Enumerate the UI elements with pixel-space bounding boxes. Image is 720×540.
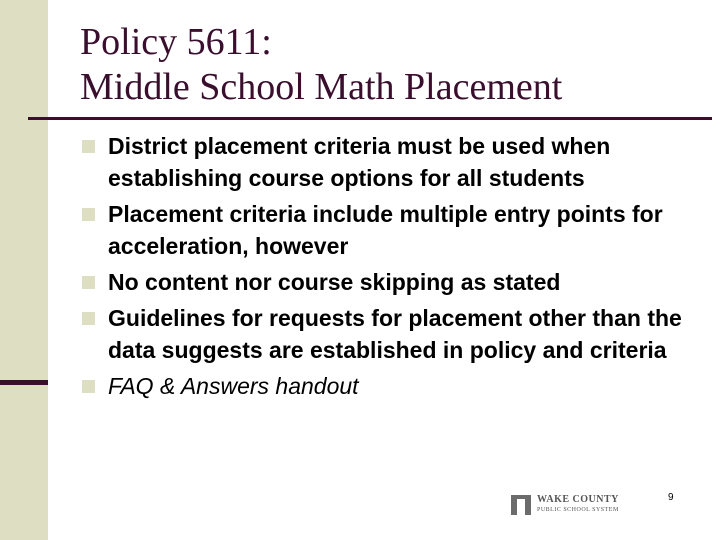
bullet-list xyxy=(82,130,702,406)
bullet-text: FAQ & Answers handout xyxy=(108,373,359,399)
bullet-text: No content nor course skipping as stated xyxy=(108,269,561,295)
logo-text xyxy=(537,494,619,515)
bullet-item xyxy=(82,198,702,262)
bullet-text: Placement criteria include multiple entry points for acceleration, however xyxy=(108,201,663,259)
side-band xyxy=(0,0,48,540)
bullet-text: District placement criteria must be used when establishing course options for all students xyxy=(108,133,611,191)
slide-title xyxy=(80,20,700,110)
bullet-text: Guidelines for requests for placement other than the data suggests are established in policy and criteria xyxy=(108,305,682,363)
bullet-item xyxy=(82,130,702,194)
title-divider xyxy=(28,117,712,120)
bullet-item xyxy=(82,302,702,366)
logo-mark-icon xyxy=(511,495,531,515)
square-bullet-icon xyxy=(82,380,95,393)
school-system-logo xyxy=(503,487,661,523)
logo-line-1: WAKE COUNTY xyxy=(537,494,619,505)
square-bullet-icon xyxy=(82,208,95,221)
logo-line-2: PUBLIC SCHOOL SYSTEM xyxy=(537,507,619,513)
square-bullet-icon xyxy=(82,312,95,325)
title-line-2: Middle School Math Placement xyxy=(80,66,563,108)
page-number: 9 xyxy=(668,492,674,503)
bullet-item xyxy=(82,266,702,298)
bullet-item xyxy=(82,370,702,402)
title-line-1: Policy 5611: xyxy=(80,21,272,63)
side-accent-bar xyxy=(0,380,48,385)
square-bullet-icon xyxy=(82,140,95,153)
square-bullet-icon xyxy=(82,276,95,289)
